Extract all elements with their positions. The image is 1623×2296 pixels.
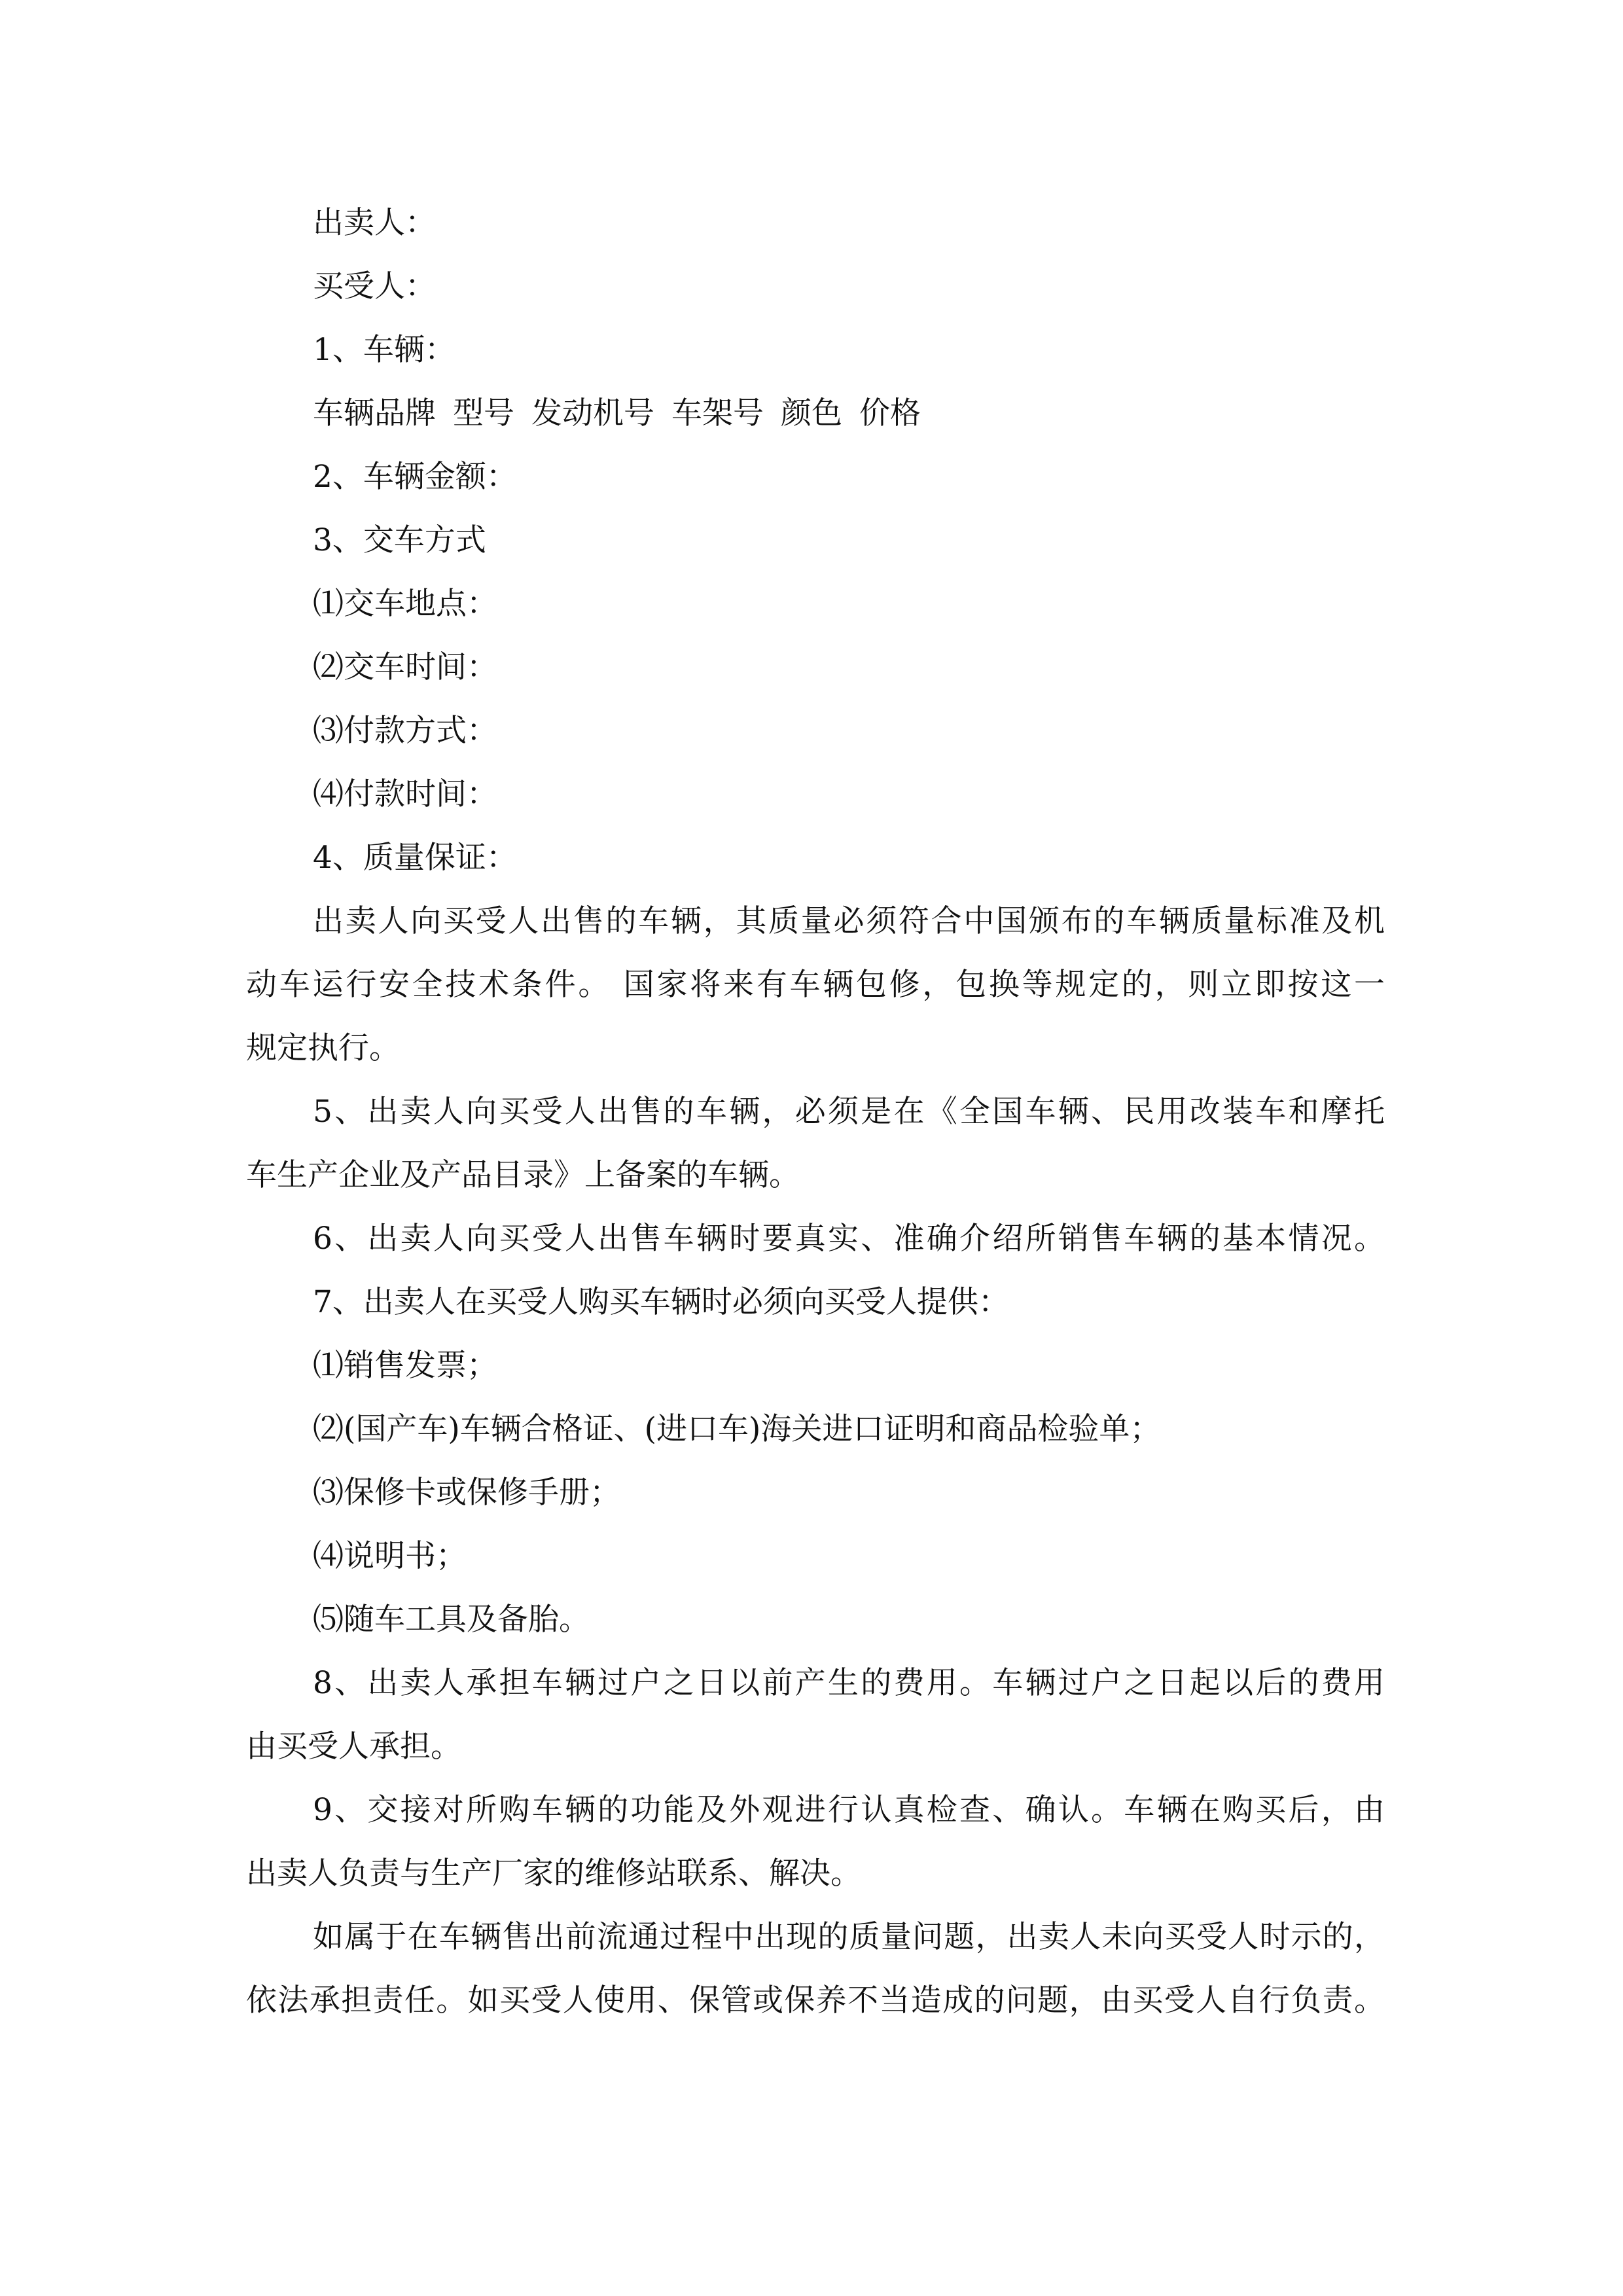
section-7-item: ⑴销售发票； [313, 1348, 497, 1384]
field-price: 价格 [859, 395, 921, 431]
field-engine-number: 发动机号 [531, 395, 654, 431]
quality-paragraph-line: 规定执行。 [246, 1030, 400, 1066]
payment-method: ⑶付款方式： [313, 713, 497, 749]
field-brand: 车辆品牌 [313, 395, 436, 431]
section-8-line: 由买受人承担。 [246, 1729, 461, 1765]
section-4-title: 4、质量保证： [313, 840, 517, 876]
section-9-line: 出卖人负责与生产厂家的维修站联系、解决。 [246, 1856, 861, 1892]
section-7-item: ⑶保修卡或保修手册； [313, 1475, 620, 1511]
buyer-line: 买受人： [313, 268, 436, 304]
section-6-line: 6、出卖人向买受人出售车辆时要真实、准确介绍所销售车辆的基本情况。 [313, 1221, 1385, 1257]
section-8-line: 8、出卖人承担车辆过户之日以前产生的费用。车辆过户之日起以后的费用 [313, 1665, 1385, 1701]
section-7-item: ⑸随车工具及备胎。 [313, 1602, 590, 1638]
vehicle-fields-line [313, 395, 938, 432]
section-7-item: ⑵(国产车)车辆合格证、(进口车)海关进口证明和商品检验单； [313, 1411, 1161, 1447]
section-5-line: 5、出卖人向买受人出售的车辆，必须是在《全国车辆、民用改装车和摩托 [313, 1094, 1385, 1130]
seller-line: 出卖人： [313, 205, 436, 241]
section-3-title: 3、交车方式 [313, 522, 486, 558]
section-1-title: 1、车辆： [313, 332, 455, 368]
field-model: 型号 [453, 395, 514, 431]
quality-paragraph-line: 动车运行安全技术条件。 国家将来有车辆包修，包换等规定的，则立即按这一 [246, 967, 1385, 1003]
section-5-line: 车生产企业及产品目录》上备案的车辆。 [246, 1157, 800, 1193]
final-paragraph-line: 如属于在车辆售出前流通过程中出现的质量问题，出卖人未向买受人时示的， [313, 1919, 1385, 1955]
section-2-title: 2、车辆金额： [313, 459, 517, 495]
delivery-location: ⑴交车地点： [313, 586, 497, 622]
section-7-title: 7、出卖人在买受人购买车辆时必须向买受人提供： [313, 1284, 1009, 1320]
section-9-line: 9、交接对所购车辆的功能及外观进行认真检查、确认。车辆在购买后，由 [313, 1792, 1385, 1828]
section-7-item: ⑷说明书； [313, 1538, 467, 1574]
payment-time: ⑷付款时间： [313, 776, 497, 812]
field-frame-number: 车架号 [671, 395, 764, 431]
quality-paragraph-line: 出卖人向买受人出售的车辆，其质量必须符合中国颁布的车辆质量标准及机 [313, 903, 1385, 939]
field-color: 颜色 [781, 395, 842, 431]
delivery-time: ⑵交车时间： [313, 649, 497, 685]
final-paragraph-line: 依法承担责任。如买受人使用、保管或保养不当造成的问题，由买受人自行负责。 [246, 1982, 1385, 2018]
